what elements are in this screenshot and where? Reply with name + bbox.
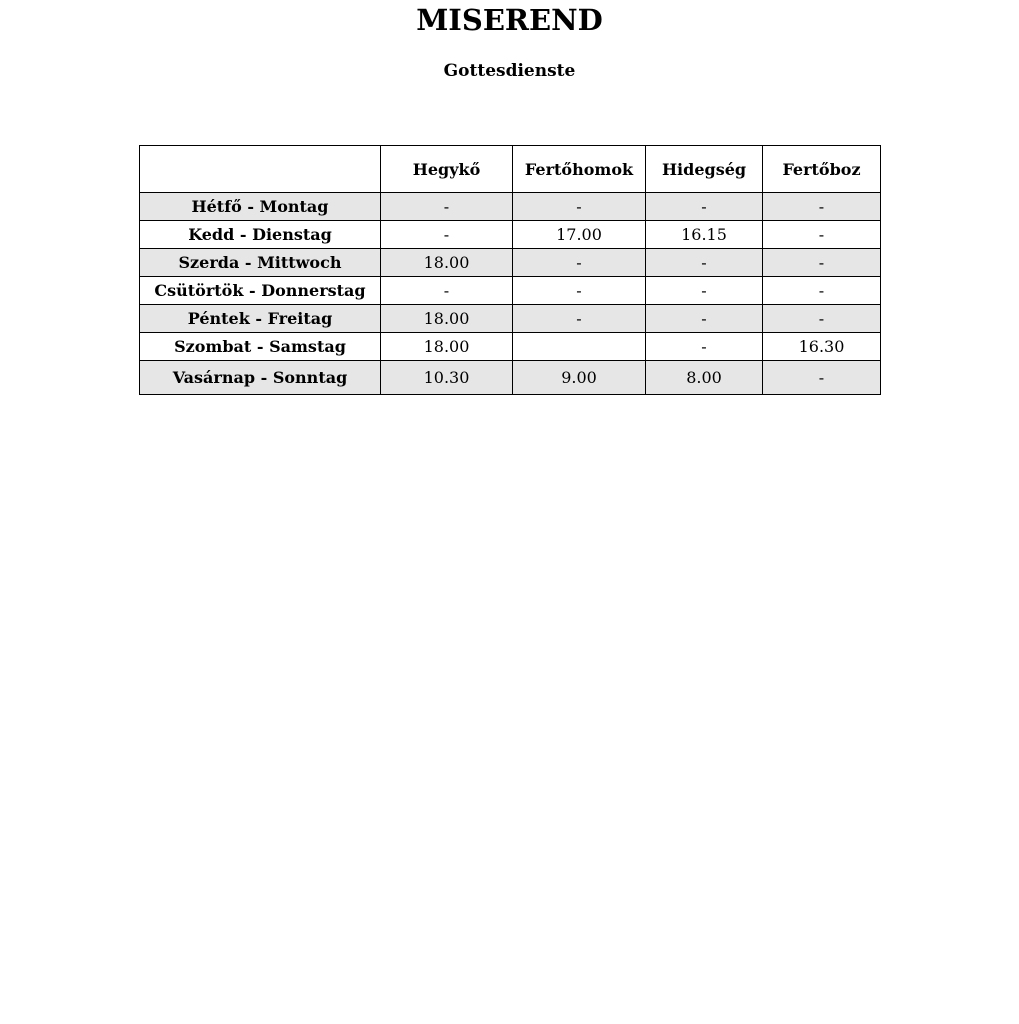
row-day-label: Csütörtök - Donnerstag [140, 277, 381, 305]
table-cell: 10.30 [381, 361, 513, 395]
row-day-label: Kedd - Dienstag [140, 221, 381, 249]
row-day-label: Péntek - Freitag [140, 305, 381, 333]
table-cell [513, 333, 646, 361]
row-day-label: Szerda - Mittwoch [140, 249, 381, 277]
column-header-fertoboz: Fertőboz [763, 146, 881, 193]
table-row [140, 277, 881, 305]
table-row [140, 193, 881, 221]
table-cell: - [381, 277, 513, 305]
table-cell: 18.00 [381, 333, 513, 361]
table-cell: - [381, 221, 513, 249]
table-cell: - [763, 361, 881, 395]
table-row [140, 333, 881, 361]
table-cell: - [381, 193, 513, 221]
table-cell: 16.15 [646, 221, 763, 249]
row-day-label: Szombat - Samstag [140, 333, 381, 361]
table-cell: 16.30 [763, 333, 881, 361]
column-header-hegyko: Hegykő [381, 146, 513, 193]
page-subtitle: Gottesdienste [443, 61, 576, 81]
table-cell: - [763, 305, 881, 333]
table-cell: - [646, 333, 763, 361]
table-row [140, 361, 881, 395]
table-cell: 18.00 [381, 249, 513, 277]
table-cell: - [646, 305, 763, 333]
table-header-row [140, 146, 881, 193]
table-row [140, 305, 881, 333]
column-header-fertohomok: Fertőhomok [513, 146, 646, 193]
table-cell: - [763, 277, 881, 305]
table-cell: - [763, 193, 881, 221]
table-row [140, 221, 881, 249]
column-header-hidegseg: Hidegség [646, 146, 763, 193]
mass-schedule-table [139, 145, 881, 395]
table-cell: - [763, 221, 881, 249]
page-title: MISEREND [416, 3, 603, 37]
table-cell: - [513, 305, 646, 333]
table-cell: - [513, 193, 646, 221]
table-cell: - [513, 249, 646, 277]
table-cell: - [646, 249, 763, 277]
row-day-label: Hétfő - Montag [140, 193, 381, 221]
table-cell: - [763, 249, 881, 277]
table-cell: 18.00 [381, 305, 513, 333]
table-cell: - [646, 193, 763, 221]
table-cell: - [646, 277, 763, 305]
table-cell: - [513, 277, 646, 305]
header-corner-cell [140, 146, 381, 193]
table-cell: 17.00 [513, 221, 646, 249]
table-row [140, 249, 881, 277]
table-cell: 9.00 [513, 361, 646, 395]
table-cell: 8.00 [646, 361, 763, 395]
row-day-label: Vasárnap - Sonntag [140, 361, 381, 395]
